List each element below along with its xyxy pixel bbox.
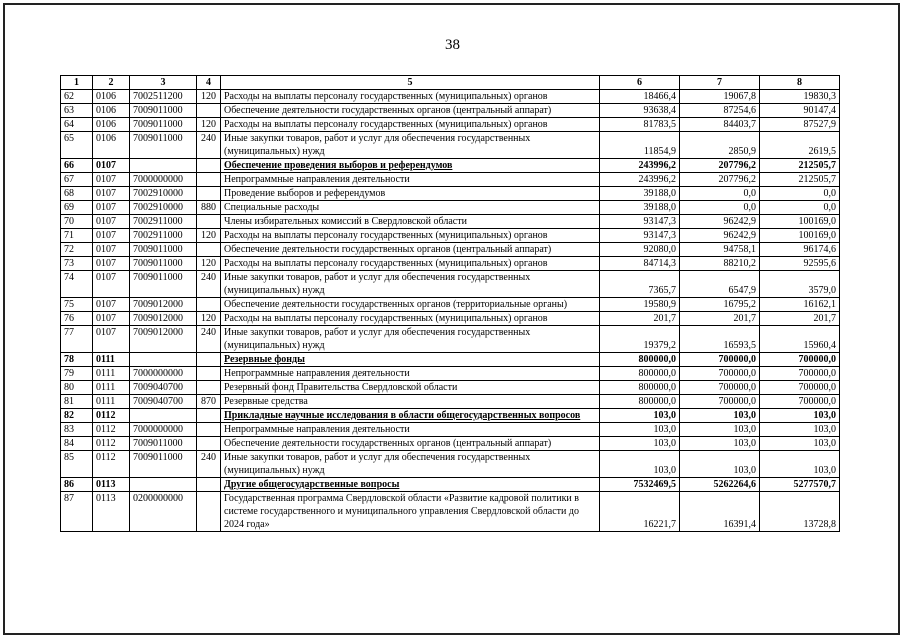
row-number-cell: 82 [61, 409, 93, 423]
table-row [61, 118, 840, 132]
section-code-cell: 0107 [93, 187, 130, 201]
section-code-cell: 0111 [93, 353, 130, 367]
item-name-cell: Непрограммные направления деятельности [221, 173, 600, 187]
amount-cell: 103,0 [680, 437, 760, 451]
target-article-cell: 7009011000 [130, 118, 197, 132]
row-number-cell: 83 [61, 423, 93, 437]
item-name-cell: Резервные средства [221, 395, 600, 409]
row-number-cell: 71 [61, 229, 93, 243]
item-name-cell: Расходы на выплаты персоналу государственных (муниципальных) органов [221, 90, 600, 104]
expense-type-cell: 120 [197, 118, 221, 132]
amount-cell: 93147,3 [600, 215, 680, 229]
amount-cell: 96242,9 [680, 229, 760, 243]
table-row [61, 381, 840, 395]
expense-type-cell [197, 423, 221, 437]
row-number-cell: 66 [61, 159, 93, 173]
target-article-cell: 7000000000 [130, 367, 197, 381]
item-name-cell: Резервный фонд Правительства Свердловской области [221, 381, 600, 395]
amount-cell: 16162,1 [760, 298, 840, 312]
item-name-cell: Прикладные научные исследования в области общегосударственных вопросов [221, 409, 600, 423]
section-code-cell: 0106 [93, 118, 130, 132]
item-name-cell: Расходы на выплаты персоналу государственных (муниципальных) органов [221, 229, 600, 243]
expense-type-cell: 240 [197, 271, 221, 298]
target-article-cell: 7002911000 [130, 229, 197, 243]
row-number-cell: 63 [61, 104, 93, 118]
item-name-cell: Обеспечение деятельности государственных органов (центральный аппарат) [221, 437, 600, 451]
expense-type-cell [197, 173, 221, 187]
amount-cell: 39188,0 [600, 201, 680, 215]
section-code-cell: 0111 [93, 367, 130, 381]
table-row [61, 326, 840, 353]
table-row [61, 257, 840, 271]
expense-type-cell [197, 298, 221, 312]
row-number-cell: 65 [61, 132, 93, 159]
amount-cell: 103,0 [760, 451, 840, 478]
section-code-cell: 0106 [93, 104, 130, 118]
target-article-cell: 7009040700 [130, 381, 197, 395]
target-article-cell [130, 478, 197, 492]
table-row [61, 229, 840, 243]
expense-type-cell [197, 215, 221, 229]
section-code-cell: 0107 [93, 298, 130, 312]
amount-cell: 16593,5 [680, 326, 760, 353]
row-number-cell: 85 [61, 451, 93, 478]
expense-type-cell [197, 367, 221, 381]
expense-type-cell: 120 [197, 229, 221, 243]
target-article-cell [130, 353, 197, 367]
budget-table [60, 75, 840, 532]
table-row [61, 353, 840, 367]
amount-cell: 81783,5 [600, 118, 680, 132]
item-name-cell: Непрограммные направления деятельности [221, 367, 600, 381]
amount-cell: 16795,2 [680, 298, 760, 312]
item-name-cell: Другие общегосударственные вопросы [221, 478, 600, 492]
amount-cell: 94758,1 [680, 243, 760, 257]
amount-cell: 19580,9 [600, 298, 680, 312]
section-code-cell: 0111 [93, 395, 130, 409]
amount-cell: 90147,4 [760, 104, 840, 118]
amount-cell: 103,0 [680, 451, 760, 478]
expense-type-cell: 120 [197, 312, 221, 326]
row-number-cell: 86 [61, 478, 93, 492]
amount-cell: 243996,2 [600, 159, 680, 173]
amount-cell: 0,0 [680, 187, 760, 201]
amount-cell: 15960,4 [760, 326, 840, 353]
amount-cell: 800000,0 [600, 381, 680, 395]
item-name-cell: Государственная программа Свердловской области «Развитие кадровой политики в системе государственного и муниципального управления Свердловской области до 2024 года» [221, 492, 600, 532]
amount-cell: 7365,7 [600, 271, 680, 298]
target-article-cell: 7009012000 [130, 298, 197, 312]
header-cell: 4 [197, 76, 221, 90]
expense-type-cell [197, 353, 221, 367]
section-code-cell: 0107 [93, 229, 130, 243]
amount-cell: 800000,0 [600, 395, 680, 409]
expense-type-cell: 870 [197, 395, 221, 409]
target-article-cell: 7009040700 [130, 395, 197, 409]
row-number-cell: 80 [61, 381, 93, 395]
section-code-cell: 0106 [93, 90, 130, 104]
row-number-cell: 73 [61, 257, 93, 271]
amount-cell: 100169,0 [760, 229, 840, 243]
header-cell: 5 [221, 76, 600, 90]
amount-cell: 19067,8 [680, 90, 760, 104]
row-number-cell: 64 [61, 118, 93, 132]
amount-cell: 87254,6 [680, 104, 760, 118]
section-code-cell: 0107 [93, 326, 130, 353]
table-row [61, 298, 840, 312]
row-number-cell: 87 [61, 492, 93, 532]
section-code-cell: 0107 [93, 257, 130, 271]
amount-cell: 201,7 [680, 312, 760, 326]
expense-type-cell [197, 492, 221, 532]
item-name-cell: Иные закупки товаров, работ и услуг для обеспечения государственных (муниципальных) нужд [221, 451, 600, 478]
section-code-cell: 0113 [93, 478, 130, 492]
section-code-cell: 0107 [93, 312, 130, 326]
amount-cell: 103,0 [680, 409, 760, 423]
section-code-cell: 0107 [93, 159, 130, 173]
section-code-cell: 0111 [93, 381, 130, 395]
amount-cell: 207796,2 [680, 173, 760, 187]
amount-cell: 201,7 [600, 312, 680, 326]
item-name-cell: Специальные расходы [221, 201, 600, 215]
target-article-cell: 7000000000 [130, 423, 197, 437]
table-row [61, 423, 840, 437]
table-row [61, 215, 840, 229]
amount-cell: 207796,2 [680, 159, 760, 173]
amount-cell: 0,0 [680, 201, 760, 215]
table-row [61, 367, 840, 381]
amount-cell: 700000,0 [760, 381, 840, 395]
row-number-cell: 68 [61, 187, 93, 201]
amount-cell: 93638,4 [600, 104, 680, 118]
target-article-cell: 7009011000 [130, 271, 197, 298]
amount-cell: 700000,0 [760, 395, 840, 409]
table-row [61, 437, 840, 451]
expense-type-cell: 240 [197, 326, 221, 353]
section-code-cell: 0113 [93, 492, 130, 532]
target-article-cell: 7009011000 [130, 132, 197, 159]
page-number: 38 [445, 37, 460, 53]
amount-cell: 84714,3 [600, 257, 680, 271]
section-code-cell: 0107 [93, 215, 130, 229]
amount-cell: 13728,8 [760, 492, 840, 532]
header-cell: 6 [600, 76, 680, 90]
table-row [61, 159, 840, 173]
target-article-cell [130, 409, 197, 423]
amount-cell: 800000,0 [600, 367, 680, 381]
target-article-cell: 7000000000 [130, 173, 197, 187]
table-row [61, 132, 840, 159]
section-code-cell: 0106 [93, 132, 130, 159]
expense-type-cell [197, 381, 221, 395]
item-name-cell: Иные закупки товаров, работ и услуг для обеспечения государственных (муниципальных) нужд [221, 326, 600, 353]
amount-cell: 16221,7 [600, 492, 680, 532]
amount-cell: 3579,0 [760, 271, 840, 298]
item-name-cell: Обеспечение деятельности государственных органов (центральный аппарат) [221, 243, 600, 257]
row-number-cell: 78 [61, 353, 93, 367]
amount-cell: 700000,0 [680, 353, 760, 367]
amount-cell: 2619,5 [760, 132, 840, 159]
row-number-cell: 81 [61, 395, 93, 409]
amount-cell: 212505,7 [760, 173, 840, 187]
expense-type-cell: 120 [197, 257, 221, 271]
item-name-cell: Члены избирательных комиссий в Свердловской области [221, 215, 600, 229]
header-cell: 1 [61, 76, 93, 90]
header-cell: 7 [680, 76, 760, 90]
section-code-cell: 0107 [93, 243, 130, 257]
table-row [61, 90, 840, 104]
target-article-cell: 7002910000 [130, 201, 197, 215]
amount-cell: 700000,0 [760, 367, 840, 381]
table-row [61, 395, 840, 409]
expense-type-cell [197, 478, 221, 492]
item-name-cell: Расходы на выплаты персоналу государственных (муниципальных) органов [221, 118, 600, 132]
amount-cell: 800000,0 [600, 353, 680, 367]
amount-cell: 243996,2 [600, 173, 680, 187]
row-number-cell: 69 [61, 201, 93, 215]
target-article-cell: 7009012000 [130, 326, 197, 353]
amount-cell: 2850,9 [680, 132, 760, 159]
table-row [61, 243, 840, 257]
amount-cell: 5262264,6 [680, 478, 760, 492]
table-row [61, 312, 840, 326]
item-name-cell: Обеспечение деятельности государственных органов (центральный аппарат) [221, 104, 600, 118]
item-name-cell: Резервные фонды [221, 353, 600, 367]
table-row [61, 104, 840, 118]
section-code-cell: 0112 [93, 423, 130, 437]
header-cell: 2 [93, 76, 130, 90]
section-code-cell: 0112 [93, 409, 130, 423]
amount-cell: 700000,0 [760, 353, 840, 367]
row-number-cell: 75 [61, 298, 93, 312]
row-number-cell: 67 [61, 173, 93, 187]
amount-cell: 6547,9 [680, 271, 760, 298]
amount-cell: 87527,9 [760, 118, 840, 132]
amount-cell: 19830,3 [760, 90, 840, 104]
expense-type-cell [197, 104, 221, 118]
section-code-cell: 0107 [93, 201, 130, 215]
row-number-cell: 76 [61, 312, 93, 326]
amount-cell: 96174,6 [760, 243, 840, 257]
amount-cell: 0,0 [760, 187, 840, 201]
amount-cell: 103,0 [760, 423, 840, 437]
row-number-cell: 79 [61, 367, 93, 381]
item-name-cell: Расходы на выплаты персоналу государственных (муниципальных) органов [221, 257, 600, 271]
amount-cell: 5277570,7 [760, 478, 840, 492]
expense-type-cell [197, 437, 221, 451]
section-code-cell: 0107 [93, 271, 130, 298]
target-article-cell: 7009011000 [130, 257, 197, 271]
amount-cell: 92595,6 [760, 257, 840, 271]
amount-cell: 100169,0 [760, 215, 840, 229]
amount-cell: 93147,3 [600, 229, 680, 243]
expense-type-cell: 880 [197, 201, 221, 215]
table-row [61, 451, 840, 478]
target-article-cell: 7002910000 [130, 187, 197, 201]
expense-type-cell [197, 159, 221, 173]
expense-type-cell [197, 187, 221, 201]
item-name-cell: Расходы на выплаты персоналу государственных (муниципальных) органов [221, 312, 600, 326]
amount-cell: 700000,0 [680, 367, 760, 381]
amount-cell: 700000,0 [680, 381, 760, 395]
amount-cell: 96242,9 [680, 215, 760, 229]
row-number-cell: 74 [61, 271, 93, 298]
target-article-cell: 7009012000 [130, 312, 197, 326]
target-article-cell: 7009011000 [130, 104, 197, 118]
target-article-cell: 7002511200 [130, 90, 197, 104]
table-row [61, 201, 840, 215]
amount-cell: 103,0 [760, 409, 840, 423]
amount-cell: 212505,7 [760, 159, 840, 173]
row-number-cell: 72 [61, 243, 93, 257]
target-article-cell: 7002911000 [130, 215, 197, 229]
table-row [61, 173, 840, 187]
amount-cell: 11854,9 [600, 132, 680, 159]
item-name-cell: Обеспечение проведения выборов и референдумов [221, 159, 600, 173]
amount-cell: 92080,0 [600, 243, 680, 257]
table-row [61, 271, 840, 298]
row-number-cell: 70 [61, 215, 93, 229]
item-name-cell: Иные закупки товаров, работ и услуг для обеспечения государственных (муниципальных) нужд [221, 271, 600, 298]
expense-type-cell [197, 243, 221, 257]
target-article-cell [130, 159, 197, 173]
row-number-cell: 77 [61, 326, 93, 353]
section-code-cell: 0107 [93, 173, 130, 187]
table-row [61, 478, 840, 492]
expense-type-cell: 240 [197, 132, 221, 159]
amount-cell: 103,0 [600, 423, 680, 437]
target-article-cell: 7009011000 [130, 437, 197, 451]
target-article-cell: 7009011000 [130, 243, 197, 257]
amount-cell: 7532469,5 [600, 478, 680, 492]
amount-cell: 84403,7 [680, 118, 760, 132]
amount-cell: 103,0 [600, 451, 680, 478]
amount-cell: 700000,0 [680, 395, 760, 409]
amount-cell: 103,0 [600, 409, 680, 423]
header-cell: 8 [760, 76, 840, 90]
target-article-cell: 0200000000 [130, 492, 197, 532]
table-row [61, 409, 840, 423]
table-header-row [61, 76, 840, 90]
item-name-cell: Обеспечение деятельности государственных органов (территориальные органы) [221, 298, 600, 312]
amount-cell: 39188,0 [600, 187, 680, 201]
amount-cell: 19379,2 [600, 326, 680, 353]
amount-cell: 103,0 [600, 437, 680, 451]
expense-type-cell [197, 409, 221, 423]
row-number-cell: 84 [61, 437, 93, 451]
row-number-cell: 62 [61, 90, 93, 104]
table-row [61, 492, 840, 532]
amount-cell: 103,0 [680, 423, 760, 437]
expense-type-cell: 240 [197, 451, 221, 478]
amount-cell: 18466,4 [600, 90, 680, 104]
amount-cell: 88210,2 [680, 257, 760, 271]
item-name-cell: Иные закупки товаров, работ и услуг для обеспечения государственных (муниципальных) нужд [221, 132, 600, 159]
amount-cell: 201,7 [760, 312, 840, 326]
amount-cell: 0,0 [760, 201, 840, 215]
section-code-cell: 0112 [93, 451, 130, 478]
table-row [61, 187, 840, 201]
section-code-cell: 0112 [93, 437, 130, 451]
amount-cell: 16391,4 [680, 492, 760, 532]
expense-type-cell: 120 [197, 90, 221, 104]
item-name-cell: Непрограммные направления деятельности [221, 423, 600, 437]
item-name-cell: Проведение выборов и референдумов [221, 187, 600, 201]
header-cell: 3 [130, 76, 197, 90]
table-body [61, 90, 840, 532]
target-article-cell: 7009011000 [130, 451, 197, 478]
amount-cell: 103,0 [760, 437, 840, 451]
